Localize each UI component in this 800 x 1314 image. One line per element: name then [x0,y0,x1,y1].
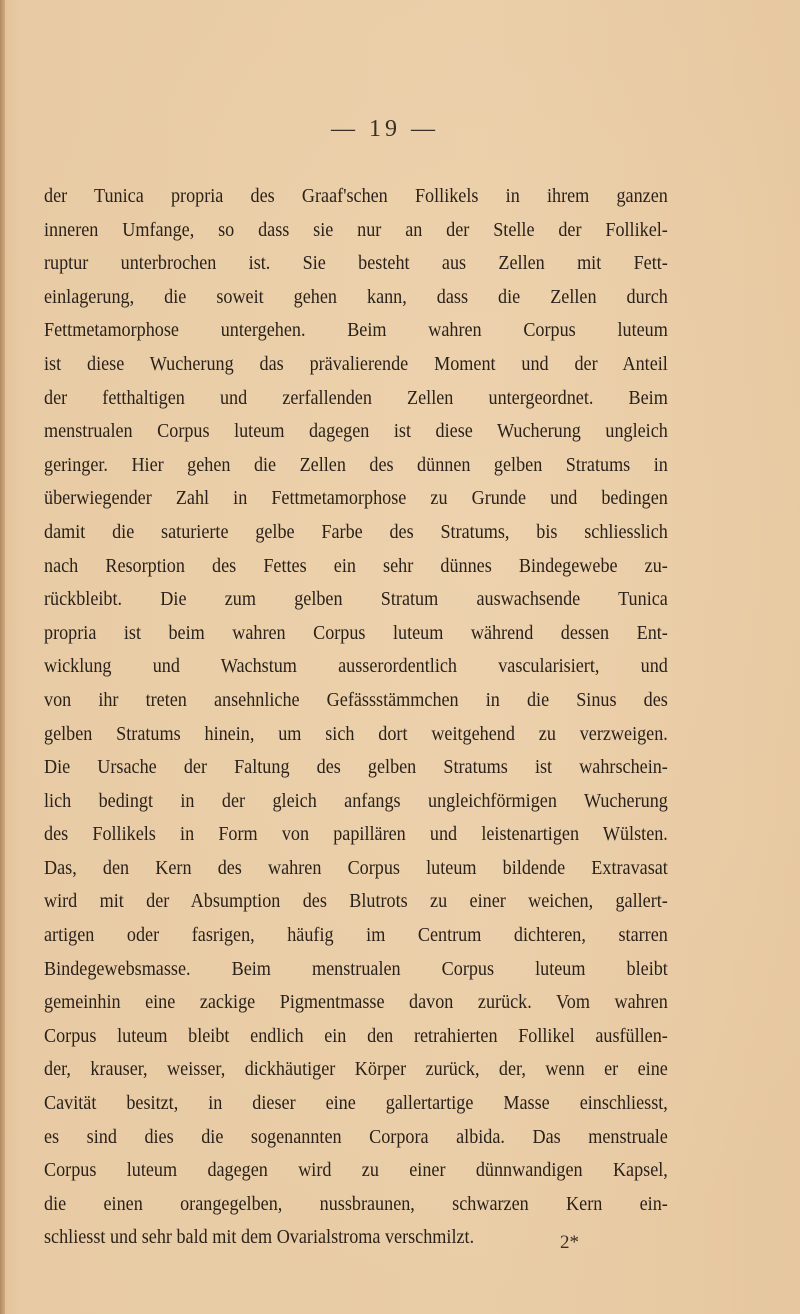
text-line: Corpus luteum bleibt endlich ein den retrahierten Follikel ausfüllen- [44,1025,668,1047]
text-line: Fettmetamorphose untergehen. Beim wahren Corpus luteum [44,320,668,342]
text-line: der fetthaltigen und zerfallenden Zellen untergeordnet. Beim [44,387,668,409]
text-line: die einen orangegelben, nussbraunen, schwarzen Kern ein- [44,1193,668,1215]
page-edge [0,0,5,1314]
text-line: propria ist beim wahren Corpus luteum während dessen Ent- [44,622,668,644]
page-header: — 19 — [331,116,439,142]
text-line: gelben Stratums hinein, um sich dort weitgehend zu verzweigen. [44,723,668,745]
text-line: wicklung und Wachstum ausserordentlich vascularisiert, und [44,656,668,678]
text-line: Cavität besitzt, in dieser eine gallertartige Masse einschliesst, [44,1093,668,1115]
text-line: es sind dies die sogenannten Corpora albida. Das menstruale [44,1126,668,1148]
text-line: der Tunica propria des Graaf'schen Follikels in ihrem ganzen [44,186,668,207]
text-line: ruptur unterbrochen ist. Sie besteht aus Zellen mit Fett- [44,253,668,275]
text-line: wird mit der Absumption des Blutrots zu einer weichen, gallert- [44,891,668,913]
text-line: menstrualen Corpus luteum dagegen ist diese Wucherung ungleich [44,421,668,443]
text-line: nach Resorption des Fettes ein sehr dünnes Bindegewebe zu- [44,555,668,577]
text-line-last: schliesst und sehr bald mit dem Ovarialstroma verschmilzt. [44,1227,475,1249]
text-line: von ihr treten ansehnliche Gefässstämmchen in die Sinus des [44,689,668,711]
text-line: Das, den Kern des wahren Corpus luteum bildende Extravasat [44,857,668,879]
text-line: Corpus luteum dagegen wird zu einer dünnwandigen Kapsel, [44,1160,668,1182]
text-line: damit die saturierte gelbe Farbe des Stratums, bis schliesslich [44,521,668,543]
text-line: einlagerung, die soweit gehen kann, dass die Zellen durch [44,286,668,308]
text-line: Die Ursache der Faltung des gelben Stratums ist wahrschein- [44,757,668,779]
text-line: geringer. Hier gehen die Zellen des dünnen gelben Stratums in [44,454,668,476]
text-line: der, krauser, weisser, dickhäutiger Körper zurück, der, wenn er eine [44,1059,668,1081]
body-text [44,180,668,1255]
text-line: lich bedingt in der gleich anfangs ungleichförmigen Wucherung [44,790,668,812]
text-line: inneren Umfange, so dass sie nur an der Stelle der Follikel- [44,219,668,241]
text-line: überwiegender Zahl in Fettmetamorphose zu Grunde und bedingen [44,488,668,510]
signature-mark: 2* [560,1232,579,1253]
text-line: Bindegewebsmasse. Beim menstrualen Corpus luteum bleibt [44,958,668,980]
text-line: ist diese Wucherung das prävalierende Moment und der Anteil [44,353,668,375]
text-line: des Follikels in Form von papillären und leistenartigen Wülsten. [44,824,668,846]
text-line: artigen oder fasrigen, häufig im Centrum dichteren, starren [44,925,668,947]
text-line: rückbleibt. Die zum gelben Stratum auswachsende Tunica [44,589,668,611]
text-line: gemeinhin eine zackige Pigmentmasse davon zurück. Vom wahren [44,992,668,1014]
